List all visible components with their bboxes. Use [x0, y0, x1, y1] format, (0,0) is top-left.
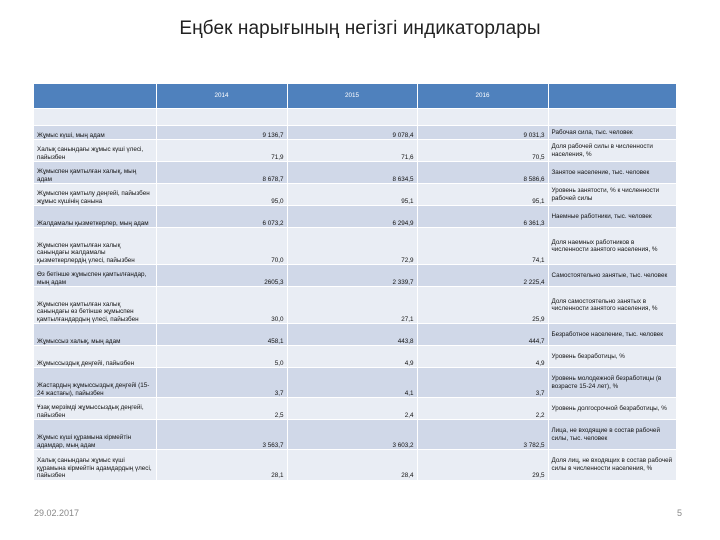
row-label-kk: Өз бетінше жұмыспен қамтылғандар, мың адам — [34, 265, 156, 287]
row-value-2016: 25,9 — [417, 287, 548, 324]
row-label-kk: Жұмыспен қамтылған халық санындағы өз бетінше жұмыспен қамтылғандардың үлесі, пайызбен — [34, 287, 156, 324]
row-label-kk: Жұмыспен қамтылған халық, мың адам — [34, 162, 156, 184]
row-value-2015: 27,1 — [287, 287, 417, 324]
row-value-2016: 95,1 — [417, 184, 548, 206]
table-row — [34, 162, 676, 184]
row-value-2015: 4,9 — [287, 346, 417, 368]
row-value-2014: 458,1 — [156, 324, 287, 346]
header-cell-2014: 2014 — [156, 84, 287, 109]
row-label-ru: Лица, не входящие в состав рабочей силы, тыс. человек — [548, 420, 676, 450]
row-label-ru: Доля самостоятельно занятых в численности занятого населения, % — [548, 287, 676, 324]
row-value-2015: 28,4 — [287, 450, 417, 480]
row-value-2016: 3 782,5 — [417, 420, 548, 450]
slide-title: Еңбек нарығының негізгі индикаторлары — [179, 18, 541, 39]
table-row — [34, 265, 676, 287]
row-value-2014: 5,0 — [156, 346, 287, 368]
header-cell-2016: 2016 — [417, 84, 548, 109]
row-label-kk: Халық санындағы жұмыс күші үлесі, пайызбен — [34, 140, 156, 162]
row-value-2015: 71,6 — [287, 140, 417, 162]
table-row — [34, 126, 676, 140]
row-value-2015: 72,9 — [287, 228, 417, 265]
page-number: 5 — [676, 508, 682, 518]
row-value-2016: 29,5 — [417, 450, 548, 480]
header-cell-label — [34, 84, 156, 109]
table-row — [34, 140, 676, 162]
row-label-kk: Жұмыссыз халық, мың адам — [34, 324, 156, 346]
row-label-kk: Ұзақ мерзімді жұмыссыздық деңгейі, пайызбен — [34, 398, 156, 420]
row-value-2016: 2 225,4 — [417, 265, 548, 287]
table-row — [34, 184, 676, 206]
table-body — [34, 109, 676, 480]
row-value-2015: 2,4 — [287, 398, 417, 420]
row-label-kk: Жұмыспен қамтылған халық санындағы жалдамалы қызметкерлердің үлесі, пайызбен — [34, 228, 156, 265]
row-value-2015: 6 294,9 — [287, 206, 417, 228]
row-value-2014: 3 563,7 — [156, 420, 287, 450]
header-cell-ru — [548, 84, 676, 109]
row-value-2015: 9 078,4 — [287, 126, 417, 140]
table-row — [34, 346, 676, 368]
row-label-ru: Наемные работники, тыс. человек — [548, 206, 676, 228]
row-label-kk: Жастардың жұмыссыздық деңгейі (15-24 жастағы), пайызбен — [34, 368, 156, 398]
row-value-2016: 3,7 — [417, 368, 548, 398]
row-label-ru: Уровень безработицы, % — [548, 346, 676, 368]
row-label-ru: Уровень долгосрочной безработицы, % — [548, 398, 676, 420]
row-value-2014: 28,1 — [156, 450, 287, 480]
table-header-row — [34, 84, 676, 109]
table-row — [34, 398, 676, 420]
table-row — [34, 420, 676, 450]
row-label-kk: Халық санындағы жұмыс күші құрамына кірмейтін адамдардың үлесі, пайызбен — [34, 450, 156, 480]
row-value-2014: 2,5 — [156, 398, 287, 420]
row-label-ru: Рабочая сила, тыс. человек — [548, 126, 676, 140]
table-row — [34, 368, 676, 398]
row-value-2014: 3,7 — [156, 368, 287, 398]
row-value-2016: 9 031,3 — [417, 126, 548, 140]
row-label-kk: Жұмыс күші, мың адам — [34, 126, 156, 140]
row-value-2016: 444,7 — [417, 324, 548, 346]
row-value-2014: 71,9 — [156, 140, 287, 162]
header-cell-2015: 2015 — [287, 84, 417, 109]
row-value-2015: 443,8 — [287, 324, 417, 346]
table-row — [34, 324, 676, 346]
footer-date: 29.02.2017 — [34, 508, 80, 518]
row-value-2014: 2605,3 — [156, 265, 287, 287]
table-row — [34, 228, 676, 265]
row-label-ru: Уровень молодежной безработицы (в возрасте 15-24 лет), % — [548, 368, 676, 398]
table-row — [34, 206, 676, 228]
row-label-kk: Жұмыс күші құрамына кірмейтін адамдар, мың адам — [34, 420, 156, 450]
row-label-ru: Самостоятельно занятые, тыс. человек — [548, 265, 676, 287]
row-value-2014: 30,0 — [156, 287, 287, 324]
row-value-2014: 70,0 — [156, 228, 287, 265]
row-value-2014: 9 136,7 — [156, 126, 287, 140]
row-label-ru: Доля лиц, не входящих в состав рабочей силы в численности населения, % — [548, 450, 676, 480]
table-row — [34, 287, 676, 324]
row-label-kk: Жұмыспен қамтылу деңгейі, пайызбен жұмыс күшінің санына — [34, 184, 156, 206]
row-value-2016: 8 586,6 — [417, 162, 548, 184]
row-value-2015: 4,1 — [287, 368, 417, 398]
row-label-kk: Жұмыссыздық деңгейі, пайызбен — [34, 346, 156, 368]
row-value-2016: 4,9 — [417, 346, 548, 368]
row-value-2015: 95,1 — [287, 184, 417, 206]
row-value-2014: 95,0 — [156, 184, 287, 206]
row-label-ru: Безработное население, тыс. человек — [548, 324, 676, 346]
table-spacer-row — [34, 109, 676, 126]
row-value-2015: 8 634,5 — [287, 162, 417, 184]
table-row — [34, 450, 676, 480]
row-label-ru: Уровень занятости, % к численности рабочей силы — [548, 184, 676, 206]
row-value-2015: 2 339,7 — [287, 265, 417, 287]
row-value-2016: 6 361,3 — [417, 206, 548, 228]
row-value-2014: 8 678,7 — [156, 162, 287, 184]
row-label-ru: Доля рабочей силы в численности населения, % — [548, 140, 676, 162]
row-value-2016: 74,1 — [417, 228, 548, 265]
row-label-kk: Жалдамалы қызметкерлер, мың адам — [34, 206, 156, 228]
labor-indicators-table — [34, 84, 677, 480]
row-label-ru: Занятое население, тыс. человек — [548, 162, 676, 184]
row-label-ru: Доля наемных работников в численности занятого населения, % — [548, 228, 676, 265]
row-value-2015: 3 603,2 — [287, 420, 417, 450]
row-value-2016: 2,2 — [417, 398, 548, 420]
row-value-2016: 70,5 — [417, 140, 548, 162]
row-value-2014: 6 073,2 — [156, 206, 287, 228]
